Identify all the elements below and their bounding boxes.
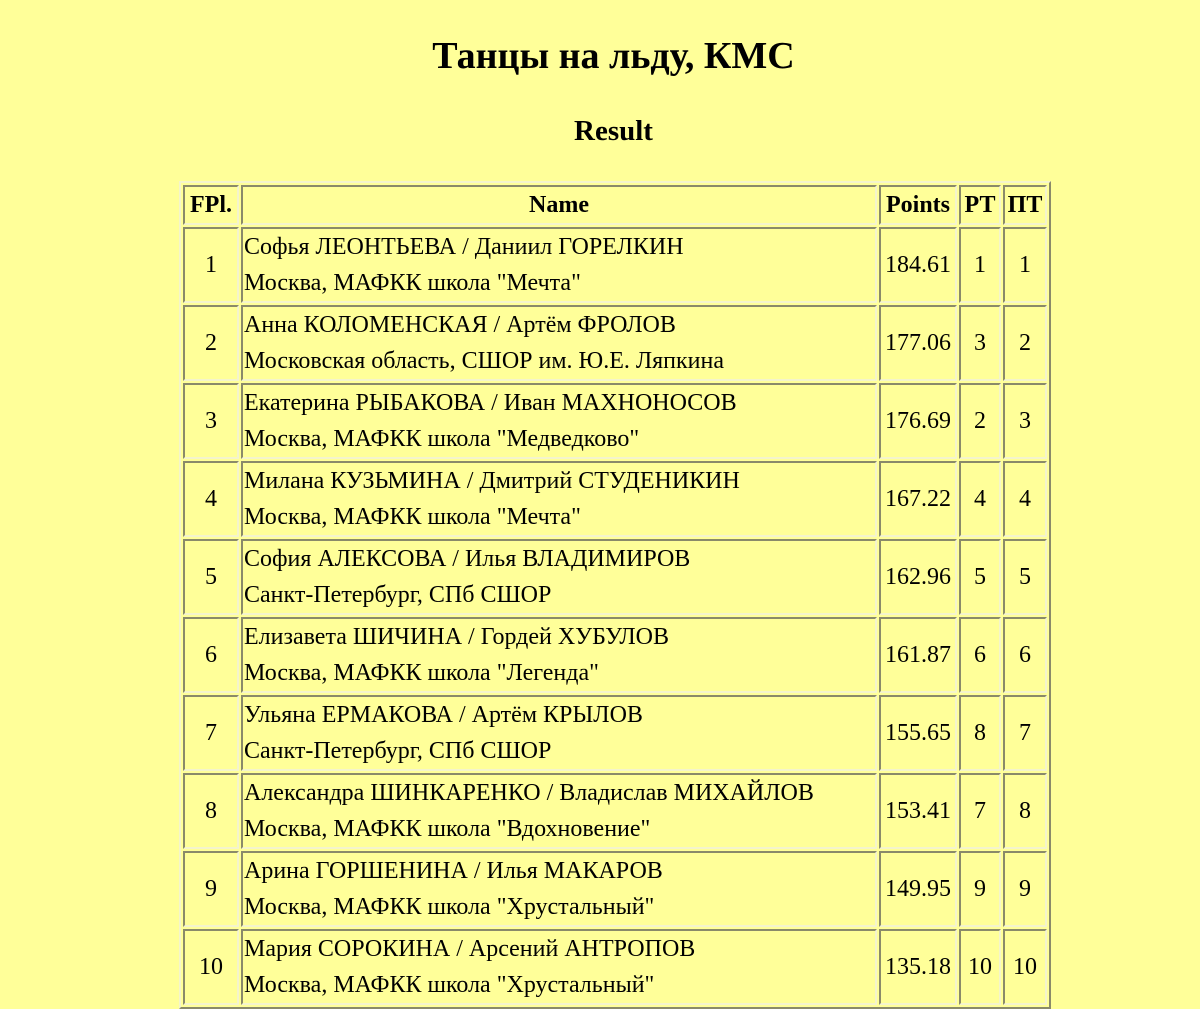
club-name: Москва, МАФКК школа "Мечта"	[244, 270, 581, 296]
cell-rt: 2	[959, 383, 1001, 459]
cell-place: 5	[183, 539, 239, 615]
cell-rt: 5	[959, 539, 1001, 615]
club-name: Москва, МАФКК школа "Мечта"	[244, 504, 581, 530]
table-row	[183, 695, 1047, 771]
cell-place: 2	[183, 305, 239, 381]
cell-place: 10	[183, 929, 239, 1005]
cell-rt: 3	[959, 305, 1001, 381]
cell-points: 155.65	[879, 695, 957, 771]
cell-name	[241, 773, 877, 849]
cell-place: 3	[183, 383, 239, 459]
table-header-row	[183, 185, 1047, 225]
cell-rt: 10	[959, 929, 1001, 1005]
table-row	[183, 773, 1047, 849]
cell-points: 184.61	[879, 227, 957, 303]
header-name: Name	[241, 185, 877, 225]
table-row	[183, 461, 1047, 537]
table-row	[183, 383, 1047, 459]
cell-place: 4	[183, 461, 239, 537]
club-name: Москва, МАФКК школа "Хрустальный"	[244, 894, 655, 920]
cell-rt: 6	[959, 617, 1001, 693]
skaters-name: Александра ШИНКАРЕНКО / Владислав МИХАЙЛОВ	[244, 780, 814, 806]
cell-pt: 1	[1003, 227, 1047, 303]
skaters-name: Ульяна ЕРМАКОВА / Артём КРЫЛОВ	[244, 702, 643, 728]
cell-rt: 7	[959, 773, 1001, 849]
skaters-name: Мария СОРОКИНА / Арсений АНТРОПОВ	[244, 936, 696, 962]
cell-points: 167.22	[879, 461, 957, 537]
table-row	[183, 617, 1047, 693]
table-row	[183, 305, 1047, 381]
cell-pt: 6	[1003, 617, 1047, 693]
cell-pt: 8	[1003, 773, 1047, 849]
cell-name	[241, 383, 877, 459]
cell-place: 8	[183, 773, 239, 849]
skaters-name: Софья ЛЕОНТЬЕВА / Даниил ГОРЕЛКИН	[244, 234, 684, 260]
cell-pt: 10	[1003, 929, 1047, 1005]
cell-rt: 1	[959, 227, 1001, 303]
cell-points: 162.96	[879, 539, 957, 615]
cell-name	[241, 617, 877, 693]
cell-name	[241, 539, 877, 615]
cell-name	[241, 851, 877, 927]
cell-pt: 9	[1003, 851, 1047, 927]
club-name: Московская область, СШОР им. Ю.Е. Ляпкина	[244, 348, 725, 374]
cell-name	[241, 461, 877, 537]
cell-pt: 5	[1003, 539, 1047, 615]
club-name: Москва, МАФКК школа "Медведково"	[244, 426, 640, 452]
cell-name	[241, 695, 877, 771]
cell-rt: 4	[959, 461, 1001, 537]
club-name: Москва, МАФКК школа "Вдохновение"	[244, 816, 651, 842]
skaters-name: Елизавета ШИЧИНА / Гордей ХУБУЛОВ	[244, 624, 670, 650]
cell-pt: 4	[1003, 461, 1047, 537]
table-row	[183, 227, 1047, 303]
table-row	[183, 851, 1047, 927]
cell-points: 176.69	[879, 383, 957, 459]
cell-name	[241, 305, 877, 381]
page-subtitle: Result	[574, 115, 653, 147]
cell-rt: 8	[959, 695, 1001, 771]
skaters-name: Екатерина РЫБАКОВА / Иван МАХНОНОСОВ	[244, 390, 737, 416]
cell-points: 161.87	[879, 617, 957, 693]
cell-points: 149.95	[879, 851, 957, 927]
club-name: Москва, МАФКК школа "Легенда"	[244, 660, 599, 686]
cell-points: 135.18	[879, 929, 957, 1005]
skaters-name: София АЛЕКСОВА / Илья ВЛАДИМИРОВ	[244, 546, 691, 572]
cell-place: 1	[183, 227, 239, 303]
cell-place: 7	[183, 695, 239, 771]
page-title: Танцы на льду, КМС	[432, 35, 795, 77]
skaters-name: Арина ГОРШЕНИНА / Илья МАКАРОВ	[244, 858, 663, 884]
header-fpl: FPl.	[183, 185, 239, 225]
header-rt: РТ	[959, 185, 1001, 225]
cell-pt: 3	[1003, 383, 1047, 459]
cell-place: 9	[183, 851, 239, 927]
cell-place: 6	[183, 617, 239, 693]
table-row	[183, 539, 1047, 615]
club-name: Санкт-Петербург, СПб СШОР	[244, 582, 552, 608]
table-row	[183, 929, 1047, 1005]
cell-points: 153.41	[879, 773, 957, 849]
skaters-name: Анна КОЛОМЕНСКАЯ / Артём ФРОЛОВ	[244, 312, 676, 338]
cell-points: 177.06	[879, 305, 957, 381]
cell-pt: 7	[1003, 695, 1047, 771]
cell-rt: 9	[959, 851, 1001, 927]
header-points: Points	[879, 185, 957, 225]
club-name: Санкт-Петербург, СПб СШОР	[244, 738, 552, 764]
cell-pt: 2	[1003, 305, 1047, 381]
skaters-name: Милана КУЗЬМИНА / Дмитрий СТУДЕНИКИН	[244, 468, 740, 494]
cell-name	[241, 227, 877, 303]
results-table	[179, 181, 1051, 1009]
cell-name	[241, 929, 877, 1005]
club-name: Москва, МАФКК школа "Хрустальный"	[244, 972, 655, 998]
header-pt: ПТ	[1003, 185, 1047, 225]
